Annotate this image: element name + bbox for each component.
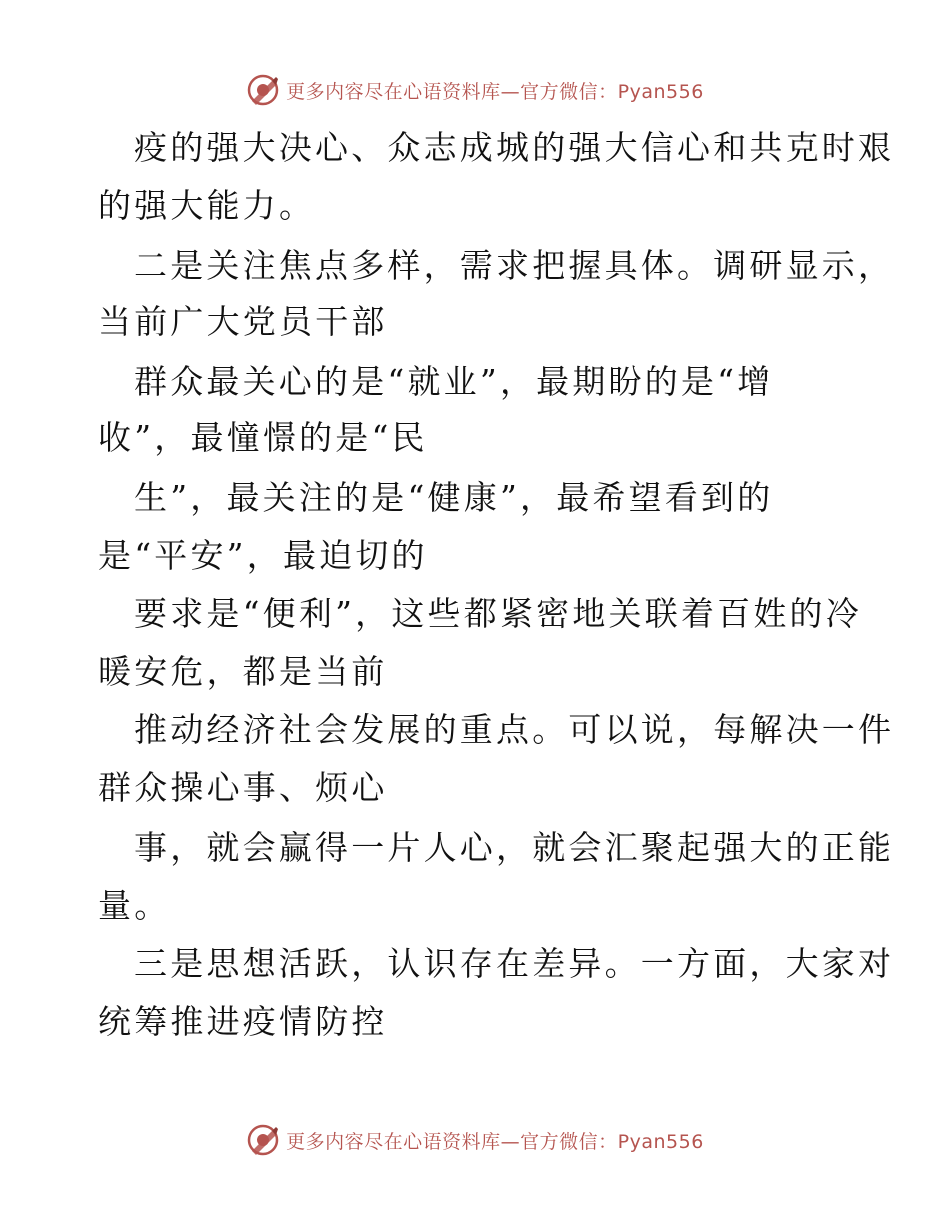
header-watermark-text: 更多内容尽在心语资料库—官方微信：Pyan556 [286,80,704,103]
paragraph-line: 生”，最关注的是“健康”，最希望看到的 [134,478,774,517]
paragraph-line: 统筹推进疫情防控 [98,1002,388,1041]
paragraph-line: 要求是“便利”，这些都紧密地关联着百姓的冷 [134,594,862,633]
paragraph-line: 当前广大党员干部 [98,302,388,341]
paragraph-line: 疫的强大决心、众志成城的强大信心和共克时艰 [134,128,895,167]
paragraph-line: 推动经济社会发展的重点。可以说，每解决一件 [134,710,895,749]
paragraph-line: 量。 [98,886,171,925]
paragraph-line: 收”，最憧憬的是“民 [98,418,428,457]
footer-watermark [0,1122,950,1158]
paragraph-line: 事，就会赢得一片人心，就会汇聚起强大的正能 [134,828,895,867]
pen-logo-icon [246,73,280,107]
paragraph-line: 是“平安”，最迫切的 [98,536,428,575]
pen-logo-icon [246,1123,280,1157]
paragraph-line: 群众最关心的是“就业”，最期盼的是“增 [134,362,774,401]
paragraph-line: 群众操心事、烦心 [98,768,388,807]
footer-watermark-text: 更多内容尽在心语资料库—官方微信：Pyan556 [286,1130,704,1153]
paragraph-line: 二是关注焦点多样，需求把握具体。调研显示， [134,246,895,285]
paragraph-line: 的强大能力。 [98,186,316,225]
paragraph-line: 三是思想活跃，认识存在差异。一方面，大家对 [134,944,895,983]
paragraph-line: 暖安危，都是当前 [98,652,388,691]
header-watermark [0,72,950,108]
